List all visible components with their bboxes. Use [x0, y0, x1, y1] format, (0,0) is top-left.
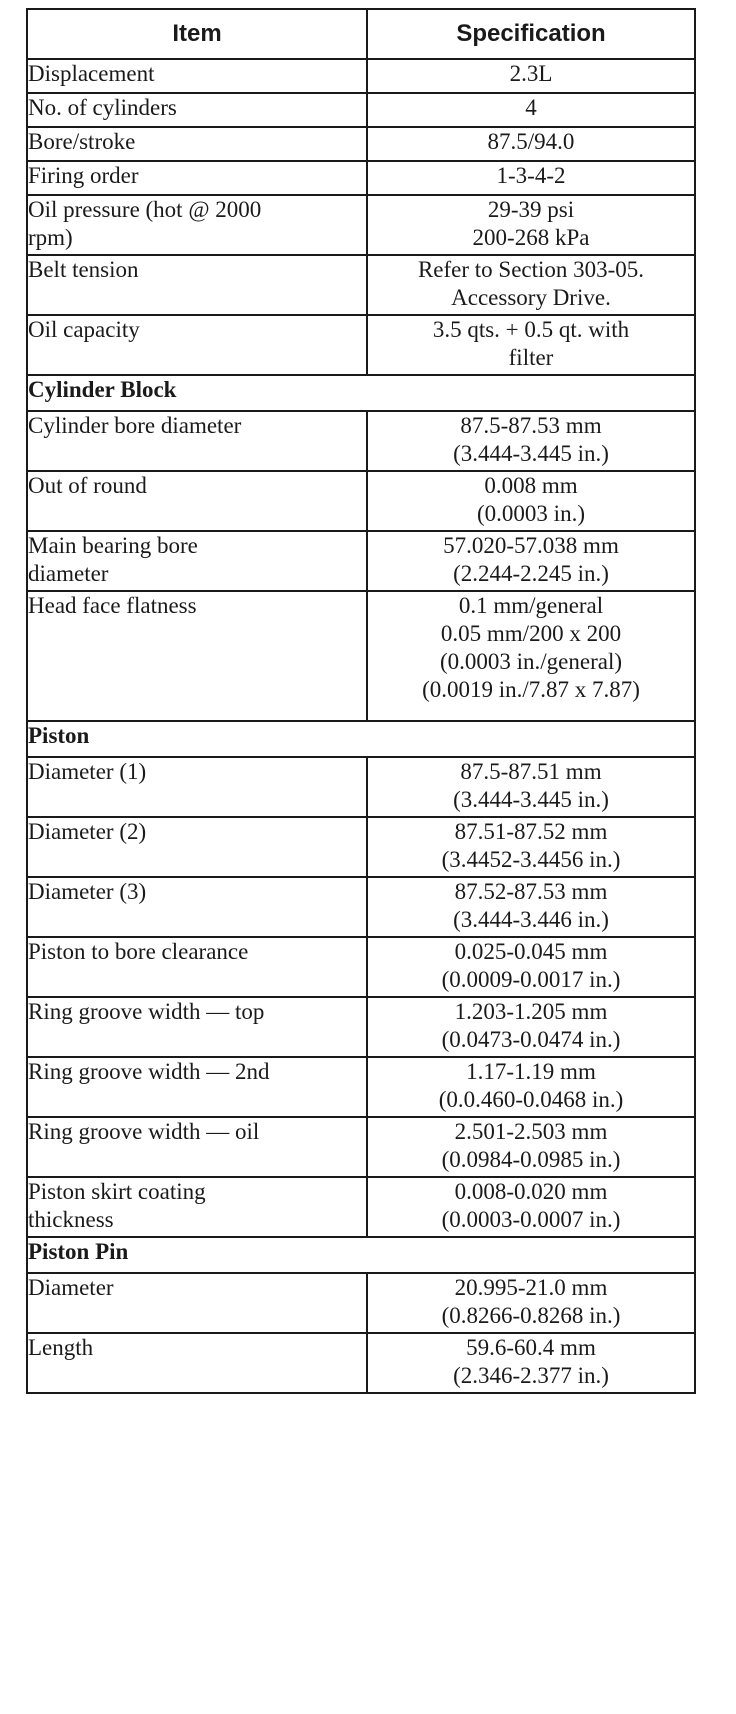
table-row — [27, 1057, 695, 1117]
item-cell: Piston skirt coating thickness — [27, 1177, 367, 1237]
item-cell: No. of cylinders — [27, 93, 367, 127]
specification-column-header: Specification — [367, 9, 695, 59]
table-row — [27, 1333, 695, 1393]
table-row — [27, 817, 695, 877]
spec-cell: 1.203-1.205 mm (0.0473-0.0474 in.) — [367, 997, 695, 1057]
spec-cell: 59.6-60.4 mm (2.346-2.377 in.) — [367, 1333, 695, 1393]
table-row — [27, 937, 695, 997]
spec-cell: 1-3-4-2 — [367, 161, 695, 195]
item-cell: Oil pressure (hot @ 2000 rpm) — [27, 195, 367, 255]
spec-cell: 87.5-87.51 mm (3.444-3.445 in.) — [367, 757, 695, 817]
item-cell: Firing order — [27, 161, 367, 195]
table-row — [27, 757, 695, 817]
item-cell: Belt tension — [27, 255, 367, 315]
table-row — [27, 1273, 695, 1333]
specification-table — [26, 8, 696, 1394]
item-cell: Displacement — [27, 59, 367, 93]
section-row-cylinder-block — [27, 375, 695, 411]
item-cell: Ring groove width — oil — [27, 1117, 367, 1177]
spec-cell: 0.025-0.045 mm (0.0009-0.0017 in.) — [367, 937, 695, 997]
spec-cell: 87.51-87.52 mm (3.4452-3.4456 in.) — [367, 817, 695, 877]
item-cell: Ring groove width — 2nd — [27, 1057, 367, 1117]
item-cell: Diameter — [27, 1273, 367, 1333]
section-row-piston — [27, 721, 695, 757]
spec-cell: 0.008 mm (0.0003 in.) — [367, 471, 695, 531]
item-cell: Oil capacity — [27, 315, 367, 375]
spec-cell: 1.17-1.19 mm (0.0.460-0.0468 in.) — [367, 1057, 695, 1117]
table-row — [27, 591, 695, 721]
table-row — [27, 93, 695, 127]
spec-cell: 0.008-0.020 mm (0.0003-0.0007 in.) — [367, 1177, 695, 1237]
item-cell: Head face flatness — [27, 591, 367, 721]
table-row — [27, 161, 695, 195]
table-row — [27, 531, 695, 591]
spec-cell: 4 — [367, 93, 695, 127]
table-row — [27, 127, 695, 161]
table-row — [27, 411, 695, 471]
table-row — [27, 195, 695, 255]
section-title: Cylinder Block — [27, 375, 695, 411]
item-cell: Length — [27, 1333, 367, 1393]
item-cell: Piston to bore clearance — [27, 937, 367, 997]
item-cell: Ring groove width — top — [27, 997, 367, 1057]
spec-cell: 29-39 psi 200-268 kPa — [367, 195, 695, 255]
table-header-row — [27, 9, 695, 59]
spec-cell: 3.5 qts. + 0.5 qt. with filter — [367, 315, 695, 375]
item-column-header: Item — [27, 9, 367, 59]
section-row-piston-pin — [27, 1237, 695, 1273]
table-row — [27, 255, 695, 315]
item-cell: Diameter (1) — [27, 757, 367, 817]
spec-cell: 87.52-87.53 mm (3.444-3.446 in.) — [367, 877, 695, 937]
item-cell: Bore/stroke — [27, 127, 367, 161]
table-row — [27, 877, 695, 937]
section-title: Piston Pin — [27, 1237, 695, 1273]
table-row — [27, 1177, 695, 1237]
spec-cell: 20.995-21.0 mm (0.8266-0.8268 in.) — [367, 1273, 695, 1333]
section-title: Piston — [27, 721, 695, 757]
table-row — [27, 471, 695, 531]
spec-cell: 87.5-87.53 mm (3.444-3.445 in.) — [367, 411, 695, 471]
item-cell: Diameter (2) — [27, 817, 367, 877]
table-row — [27, 315, 695, 375]
spec-cell: 2.501-2.503 mm (0.0984-0.0985 in.) — [367, 1117, 695, 1177]
spec-cell: 57.020-57.038 mm (2.244-2.245 in.) — [367, 531, 695, 591]
table-row — [27, 1117, 695, 1177]
table-row — [27, 59, 695, 93]
spec-cell: Refer to Section 303-05. Accessory Drive. — [367, 255, 695, 315]
spec-cell: 87.5/94.0 — [367, 127, 695, 161]
item-cell: Diameter (3) — [27, 877, 367, 937]
table-row — [27, 997, 695, 1057]
spec-cell: 2.3L — [367, 59, 695, 93]
item-cell: Out of round — [27, 471, 367, 531]
item-cell: Cylinder bore diameter — [27, 411, 367, 471]
item-cell: Main bearing bore diameter — [27, 531, 367, 591]
spec-cell: 0.1 mm/general 0.05 mm/200 x 200 (0.0003 in./general) (0.0019 in./7.87 x 7.87) — [367, 591, 695, 721]
